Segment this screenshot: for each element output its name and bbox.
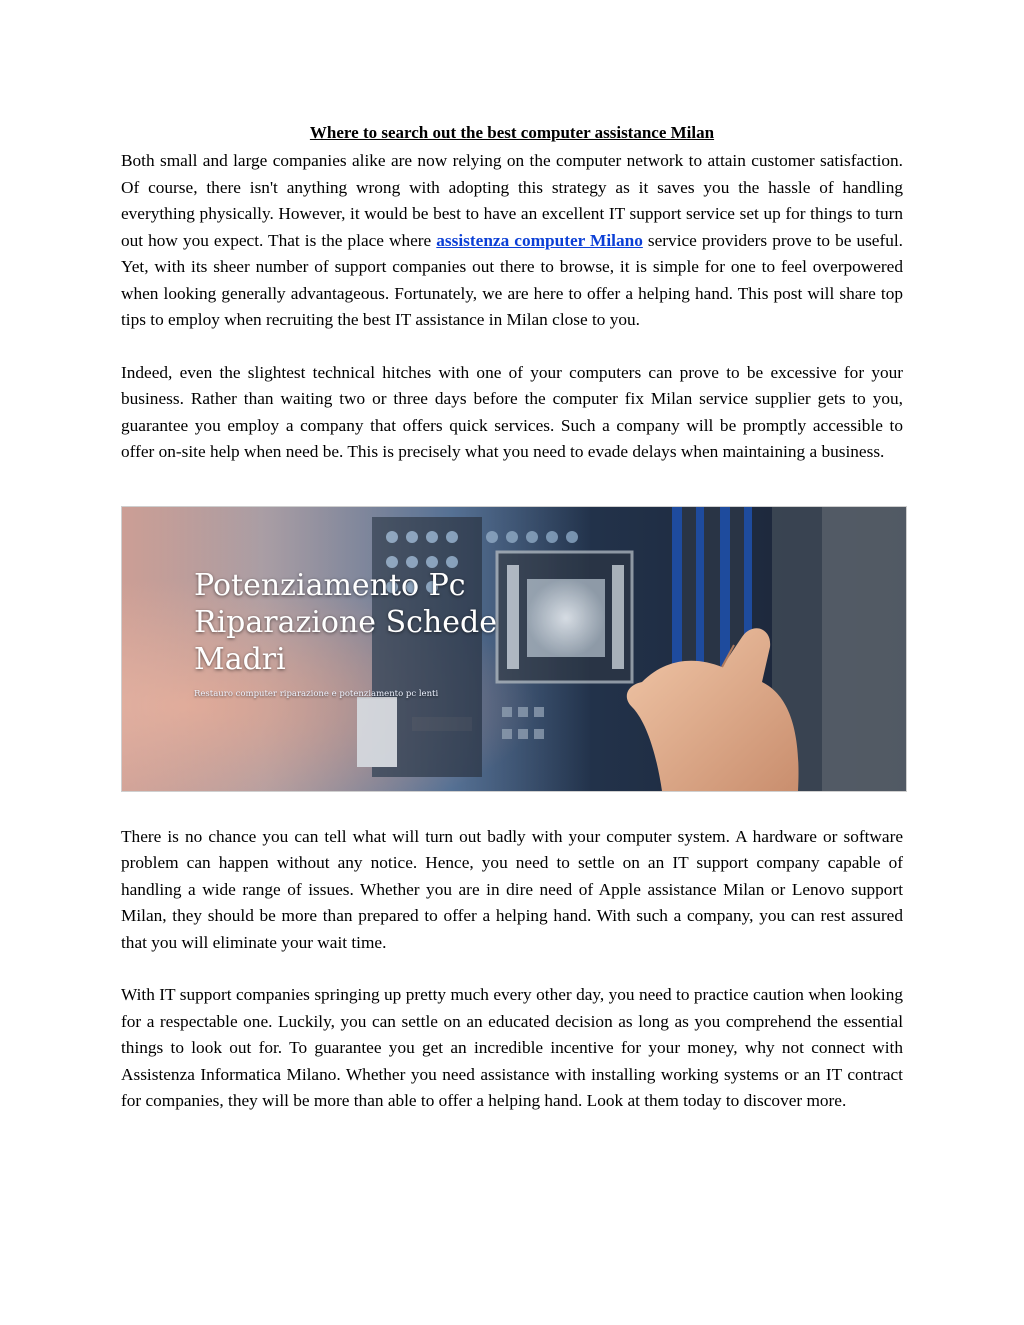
banner-image — [121, 506, 907, 792]
paragraph-intro-text-after: service providers prove to be useful. Yet, with its sheer number of support companies out there to browse, it is simple for one to feel overpowered when looking generally advantageous. Fortunately, we are here to offer a helping hand. This post will share top tips to employ when recruiting the best IT assistance in Milan close to you. — [121, 230, 903, 329]
paragraph-hardware-software: There is no chance you can tell what will turn out badly with your computer system. A hardware or software problem can happen without any notice. Hence, you need to settle on an IT support company capable of handling a wide range of issues. Whether you are in dire need of Apple assistance Milan or Lenovo support Milan, they should be more than prepared to offer a helping hand. With such a company, you can rest assured that you will eliminate your wait time. — [121, 826, 903, 952]
paragraph-it-support-companies: With IT support companies springing up pretty much every other day, you need to practice caution when looking for a respectable one. Luckily, you can settle on an educated decision as long as you comprehend the essential things to look out for. To guarantee you get an incredible incentive for your money, why not connect with Assistenza Informatica Milano. Whether you need assistance with installing working systems or an IT contract for companies, they will be more than able to offer a helping hand. Look at them today to discover more. — [121, 985, 903, 1110]
document-page — [121, 122, 903, 1115]
paragraph-technical-hitches: Indeed, even the slightest technical hitches with one of your computers can prove to be excessive for your business. Rather than waiting two or three days before the computer fix Milan service supplier gets to you, guarantee you employ a company that offers quick services. Such a company will be promptly accessible to offer on-site help when need be. This is precisely what you need to evade delays when maintaining a business. — [121, 362, 903, 461]
banner-subtitle: Restauro computer riparazione e potenziamento pc lenti — [194, 688, 439, 699]
banner-title: Potenziamento Pc Riparazione Schede Madri — [194, 567, 497, 677]
assistenza-computer-milano-link[interactable]: assistenza computer Milano — [436, 230, 643, 250]
document-title: Where to search out the best computer assistance Milan — [309, 123, 715, 142]
paragraph-intro-text-before: Both small and large companies alike are now relying on the computer network to attain customer satisfaction. Of course, there isn't anything wrong with adopting this strategy as it saves you the hassle of handling everything physically. However, it would be best to have an excellent IT support service set up for things to turn out how you expect. That is the place where — [121, 151, 903, 250]
paragraph-intro — [121, 148, 903, 334]
